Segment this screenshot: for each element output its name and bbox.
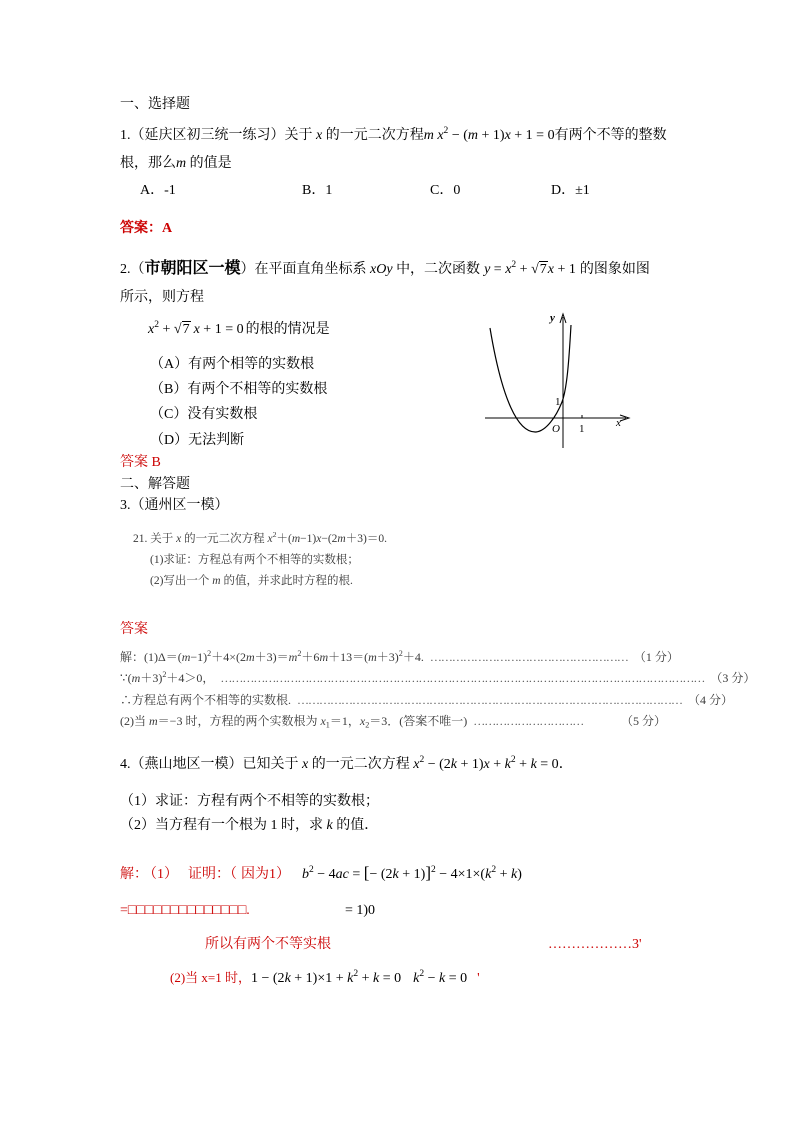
parabola-curve [490, 325, 571, 432]
solution-text: ∴方程总有两个不相等的实数根. [120, 693, 292, 707]
q1-answer: 答案：A [120, 221, 173, 236]
var-k: k [504, 757, 511, 772]
q1-option-a: A．-1 [140, 183, 176, 198]
prime-mark: ' [477, 971, 480, 986]
eq-term: = [490, 262, 506, 277]
var-m: m [368, 650, 377, 664]
q4-text: ． [558, 757, 573, 772]
q3-text: 的一元二次方程 [181, 533, 268, 545]
exponent: 2 [419, 755, 425, 766]
subscript: 1 [325, 720, 330, 730]
eq-term: + [489, 757, 505, 772]
var-m: m [212, 575, 221, 587]
q3-text: 21. 关于 [133, 533, 177, 545]
eq-term: ) [517, 867, 522, 882]
radicand: 7 [539, 262, 547, 277]
exponent: 2 [491, 865, 497, 876]
var-y: y [484, 262, 491, 277]
sqrt-icon: √ [173, 322, 182, 337]
var-k: k [511, 867, 518, 882]
exponent: 2 [353, 969, 359, 980]
q2-equation [148, 320, 330, 340]
exponent: 2 [430, 865, 436, 876]
origin-label: O [552, 423, 560, 435]
q2-source: 市朝阳区一模 [144, 260, 241, 277]
q3-solution-step3 [120, 691, 734, 709]
eq-term: ＋3) [140, 671, 163, 685]
sqrt-icon: √ [531, 262, 539, 277]
eq-term: + 1) [398, 867, 426, 882]
exponent: 2 [297, 648, 302, 658]
var-ac: ac [335, 867, 349, 882]
eq-term: ＋4. [402, 650, 424, 664]
q2-text: 中，二次函数 [392, 262, 481, 277]
x-axis-label: x [616, 417, 621, 429]
var-k: k [284, 971, 291, 986]
eq-term: + [516, 262, 532, 277]
var-x: x [320, 714, 326, 728]
q4-part1: （1）求证：方程有两个不相等的实数根； [120, 794, 379, 809]
var-x: x [483, 757, 490, 772]
q2-line1 [120, 259, 650, 280]
eq-term: −1) [300, 533, 317, 545]
eq-term: − [424, 971, 440, 986]
q2-line2: 所示，则方程 [120, 290, 204, 305]
exponent: 2 [511, 260, 517, 271]
eq-term: m x [423, 128, 444, 143]
eq-term: ＋4×(2 [211, 650, 246, 664]
y-tick-label: 1 [555, 396, 561, 408]
bracket: ] [425, 863, 431, 882]
q2-option-b: （B）有两个不相等的实数根 [150, 382, 328, 397]
eq-term: + 1 [553, 262, 576, 277]
var-k: k [450, 757, 457, 772]
eq-term: ＝−3 时，方程的两个实数根为 [157, 714, 321, 728]
eq-term: ＋13＝( [328, 650, 369, 664]
exponent: 2 [510, 755, 516, 766]
q4-solution-garbled: =□□□□□□□□□□□□□□. [120, 903, 250, 918]
q4-text: （2）当方程有一个根为 1 时，求 [120, 818, 327, 833]
eq-term: + [158, 322, 174, 337]
dot-leader: …………………………………………………………………………………………………………………… [220, 671, 705, 685]
solution-label: 因为1） [241, 867, 290, 882]
coord-system: xOy [370, 262, 393, 277]
eq-term: − 4 [313, 867, 336, 882]
eq-term: 1 − (2 [251, 971, 285, 986]
section2-title: 二、解答题 [120, 477, 190, 492]
q4-solution-result: = 1)0 [345, 903, 376, 918]
q2-text: 的根的情况是 [245, 322, 330, 337]
eq-term: ＋4＞0， [166, 671, 215, 685]
var-m: m [337, 533, 346, 545]
parabola-graph [478, 305, 638, 455]
eq-term: ＝1， [329, 714, 360, 728]
q2-option-d: （D）无法判断 [150, 433, 245, 448]
var-x: x [316, 128, 323, 143]
var-m: m [176, 156, 187, 171]
eq-term: = 0 [379, 971, 402, 986]
var-b: b [302, 867, 309, 882]
q4-solution-score: ………………3' [548, 937, 642, 952]
x-tick-label: 1 [579, 423, 585, 435]
q1-text: 的值是 [186, 156, 232, 171]
eq-term: ＋3)＝0. [345, 533, 387, 545]
exponent: 2 [272, 530, 277, 540]
var-k: k [392, 867, 399, 882]
radicand: 7 [182, 322, 190, 337]
var-x: x [413, 757, 420, 772]
var-k: k [439, 971, 446, 986]
eq-term: + 1 = 0 [510, 128, 555, 143]
eq-term: −1) [190, 650, 208, 664]
score-label: （3 分） [710, 671, 756, 685]
q3-title: 3.（通州区一模） [120, 498, 229, 513]
q1-text: 1.（延庆区初三统一练习）关于 [120, 128, 316, 143]
eq-term: ＋3)＝ [254, 650, 289, 664]
q2-text: 2.（ [120, 262, 145, 277]
q4-solution-conclusion: 所以有两个不等实根 [205, 937, 331, 952]
q2-text: ）在平面直角坐标系 [240, 262, 371, 277]
eq-term: = 0 [536, 757, 559, 772]
var-k: k [326, 818, 333, 833]
eq-term: −(2 [321, 533, 338, 545]
var-x: x [505, 262, 512, 277]
exponent: 2 [207, 648, 212, 658]
var-x: x [176, 533, 182, 545]
dot-leader: ………………………… [473, 714, 584, 728]
solution-text [120, 712, 467, 730]
var-m: m [181, 650, 191, 664]
q1-option-b: B．1 [302, 183, 333, 198]
var-k: k [530, 757, 537, 772]
eq-term: + 1) [478, 128, 505, 143]
var-x: x [316, 533, 322, 545]
var-m: m [319, 650, 329, 664]
var-x: x [302, 757, 309, 772]
var-m: m [467, 128, 478, 143]
exponent: 2 [162, 669, 167, 679]
var-m: m [291, 533, 301, 545]
q1-line1 [120, 126, 667, 146]
eq-term: ∵( [120, 671, 132, 685]
eq-term: = 0 [445, 971, 468, 986]
q2-option-a: （A）有两个相等的实数根 [150, 357, 315, 372]
q1-text: 有两个不等的整数 [554, 128, 667, 143]
var-k: k [485, 867, 492, 882]
eq-term: + 1) [456, 757, 484, 772]
q4-text: 的一元二次方程 [308, 757, 414, 772]
score-label: （4 分） [688, 693, 734, 707]
solution-text [120, 648, 424, 666]
eq-term: ＋( [276, 533, 292, 545]
exponent: 2 [443, 126, 449, 137]
eq-term: + [358, 971, 374, 986]
solution-label: （1） [150, 867, 178, 882]
exponent: 2 [419, 969, 425, 980]
solution-label: 证明：（ [188, 867, 237, 882]
var-m: m [288, 650, 298, 664]
eq-term: = [348, 867, 364, 882]
q1-option-d: D．±1 [551, 183, 590, 198]
score-label: （1 分） [633, 650, 679, 664]
var-k: k [373, 971, 380, 986]
eq-term: ＝3．(答案不唯一) [369, 714, 468, 728]
bracket: [ [363, 863, 370, 882]
solution-text [120, 669, 214, 687]
dot-leader: …………………………………………………………………………………………… [297, 693, 683, 707]
eq-term: + 1 = 0 [199, 322, 244, 337]
var-m: m [131, 671, 141, 685]
eq-term: − ( [448, 128, 468, 143]
q3-problem-line3 [150, 572, 353, 590]
eq-term: (2)当 [120, 714, 149, 728]
q3-problem-line1 [133, 530, 387, 548]
eq-term: − 4×1×( [435, 867, 486, 882]
subscript: 2 [365, 720, 370, 730]
q1-text: 的一元二次方程 [322, 128, 424, 143]
eq-term: 解：(1)Δ＝( [120, 650, 182, 664]
var-x: x [359, 714, 366, 728]
var-k: k [413, 971, 420, 986]
eq-term: − (2 [369, 867, 393, 882]
q1-option-c: C．0 [430, 183, 461, 198]
exponent: 2 [154, 320, 159, 331]
var-m: m [246, 650, 255, 664]
q1-line2 [120, 154, 232, 174]
dot-leader: ……………………………………………… [429, 650, 628, 664]
q2-option-c: （C）没有实数根 [150, 407, 258, 422]
solution-label: (2)当 x=1 时， [170, 970, 251, 985]
q3-problem-line2: (1)求证：方程总有两个不相等的实数根； [150, 554, 359, 566]
section1-title: 一、选择题 [120, 97, 190, 112]
solution-label: 解： [120, 867, 148, 882]
var-x: x [267, 533, 273, 545]
q4-solution-step1 [120, 863, 522, 885]
q4-solution-step2 [170, 968, 480, 989]
q3-text: (2)写出一个 [150, 575, 213, 587]
eq-term: + 1)×1 + [290, 971, 348, 986]
q3-answer-label: 答案 [120, 622, 148, 637]
q4-text: 的值． [332, 818, 379, 833]
q2-answer: 答案 B [120, 455, 161, 470]
exponent: 2 [398, 648, 403, 658]
var-x: x [547, 262, 554, 277]
var-x: x [504, 128, 511, 143]
score-label: （5 分） [620, 714, 666, 728]
q3-text: 的值，并求此时方程的根. [220, 575, 353, 587]
eq-term: + [515, 757, 531, 772]
var-k: k [347, 971, 354, 986]
q4-text: 4.（燕山地区一模）已知关于 [120, 757, 302, 772]
q3-solution-step4 [120, 712, 666, 730]
eq-term: ＋6 [301, 650, 320, 664]
y-axis-label: y [550, 312, 555, 324]
var-x: x [148, 322, 155, 337]
q3-solution-step2 [120, 669, 756, 687]
q3-solution-step1 [120, 648, 679, 666]
q4-line1 [120, 755, 573, 775]
exponent: 2 [309, 865, 314, 876]
eq-term: ＋3) [376, 650, 399, 664]
var-m: m [149, 714, 158, 728]
var-x: x [193, 322, 200, 337]
eq-term: + [496, 867, 511, 882]
q1-text: 根，那么 [120, 156, 176, 171]
eq-term: − (2 [424, 757, 451, 772]
q4-part2 [120, 816, 378, 836]
q2-text: 的图象如图 [579, 262, 650, 277]
